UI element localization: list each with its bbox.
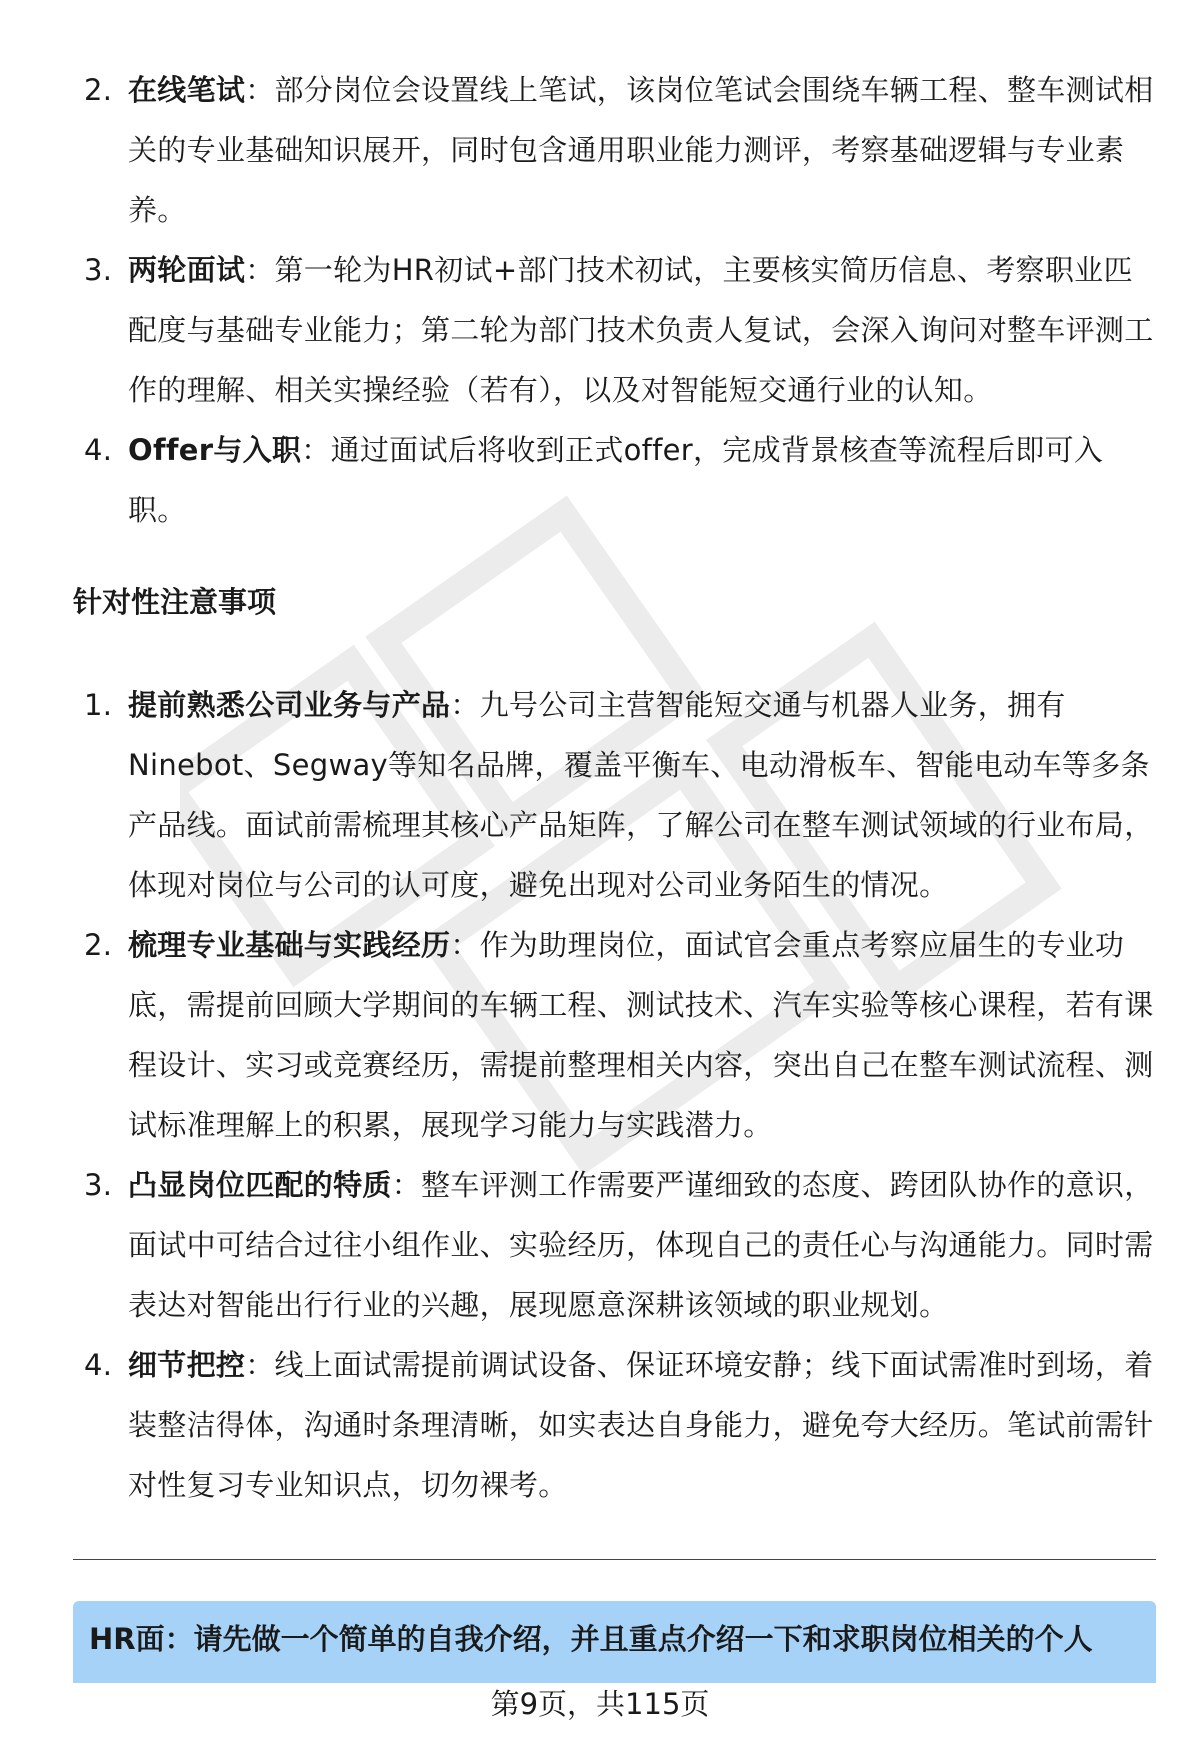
section-title: 针对性注意事项 bbox=[73, 585, 277, 619]
list-item-text: ：通过面试后将收到正式offer，完成背景核查等流程后即可入职。 bbox=[128, 433, 1104, 527]
list-item bbox=[0, 420, 1200, 540]
list-item-number: 4. bbox=[84, 1348, 113, 1382]
list-item-keyword: Offer与入职 bbox=[128, 433, 302, 467]
list-item-keyword: 凸显岗位匹配的特质 bbox=[128, 1168, 392, 1202]
list-item-keyword: 细节把控 bbox=[128, 1348, 246, 1382]
list-item-keyword: 在线笔试 bbox=[128, 73, 246, 107]
list-item bbox=[0, 675, 1200, 915]
list-item-text: ：线上面试需提前调试设备、保证环境安静；线下面试需准时到场，着装整洁得体，沟通时条理清晰，如实表达自身能力，避免夸大经历。笔试前需针对性复习专业知识点，切勿裸考。 bbox=[128, 1348, 1154, 1502]
list-item-number: 2. bbox=[84, 928, 113, 962]
list-item-number: 4. bbox=[84, 433, 113, 467]
page-footer: 第9页，共115页 bbox=[490, 1687, 710, 1721]
list-item bbox=[0, 1155, 1200, 1335]
tips-list bbox=[0, 675, 1200, 1515]
list-item bbox=[0, 60, 1200, 240]
list-item-keyword: 两轮面试 bbox=[128, 253, 246, 287]
list-item bbox=[0, 240, 1200, 420]
list-item-text: ：部分岗位会设置线上笔试，该岗位笔试会围绕车辆工程、整车测试相关的专业基础知识展开，同时包含通用职业能力测评，考察基础逻辑与专业素养。 bbox=[128, 73, 1154, 227]
process-list bbox=[0, 60, 1200, 540]
list-item-number: 1. bbox=[84, 688, 113, 722]
list-item-number: 2. bbox=[84, 73, 113, 107]
list-item-text: ：整车评测工作需要严谨细致的态度、跨团队协作的意识，面试中可结合过往小组作业、实验经历，体现自己的责任心与沟通能力。同时需表达对智能出行行业的兴趣，展现愿意深耕该领域的职业规划。 bbox=[128, 1168, 1154, 1322]
list-item-number: 3. bbox=[84, 1168, 113, 1202]
list-item bbox=[0, 915, 1200, 1155]
list-item-text: ：九号公司主营智能短交通与机器人业务，拥有Ninebot、Segway等知名品牌，覆盖平衡车、电动滑板车、智能电动车等多条产品线。面试前需梳理其核心产品矩阵，了解公司在整车测试领域的行业布局，体现对岗位与公司的认可度，避免出现对公司业务陌生的情况。 bbox=[128, 688, 1154, 902]
list-item bbox=[0, 1335, 1200, 1515]
list-item-text: ：作为助理岗位，面试官会重点考察应届生的专业功底，需提前回顾大学期间的车辆工程、测试技术、汽车实验等核心课程，若有课程设计、实习或竞赛经历，需提前整理相关内容，突出自己在整车测试流程、测试标准理解上的积累，展现学习能力与实践潜力。 bbox=[128, 928, 1154, 1142]
list-item-text: ：第一轮为HR初试+部门技术初试，主要核实简历信息、考察职业匹配度与基础专业能力；第二轮为部门技术负责人复试，会深入询问对整车评测工作的理解、相关实操经验（若有），以及对智能短交通行业的认知。 bbox=[128, 253, 1154, 407]
hr-question-box bbox=[73, 1601, 1156, 1683]
list-item-keyword: 提前熟悉公司业务与产品 bbox=[128, 688, 451, 722]
list-item-number: 3. bbox=[84, 253, 113, 287]
section-divider bbox=[73, 1559, 1156, 1560]
list-item-keyword: 梳理专业基础与实践经历 bbox=[128, 928, 451, 962]
hr-question-text: HR面：请先做一个简单的自我介绍，并且重点介绍一下和求职岗位相关的个人 bbox=[89, 1622, 1093, 1656]
